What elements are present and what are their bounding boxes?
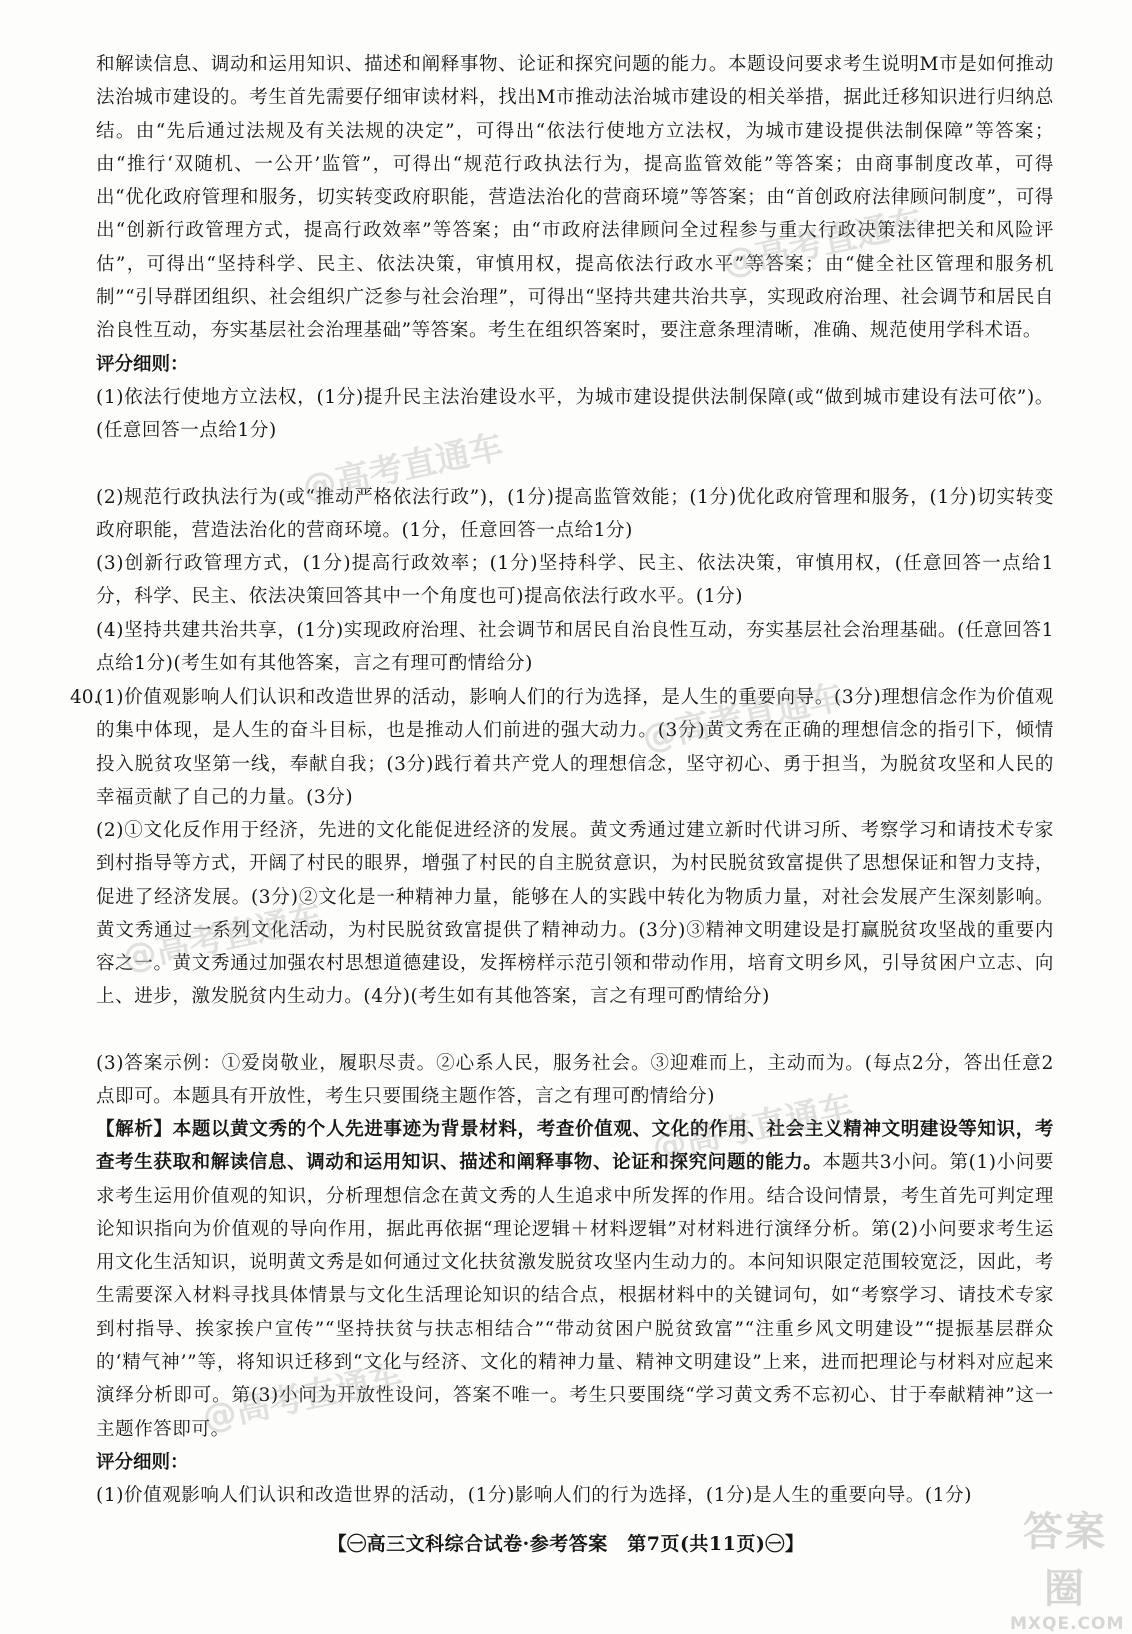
scoring-rule-2: (2)规范行政执法行为(或“推动严格依法行政”)，(1分)提高监管效能；(1分)优化政府管理和服务，(1分)切实转变政府职能，营造法治化的营商环境。(1分，任意回答一点给1分) bbox=[96, 487, 1054, 542]
watermark: @高考直通车 bbox=[648, 1087, 857, 1169]
corner-logo-url: MXQE.COM bbox=[1010, 1614, 1125, 1634]
watermark: @高考直通车 bbox=[298, 427, 507, 509]
analysis-label: 【解析】 bbox=[96, 1119, 173, 1140]
intro-paragraph: 和解读信息、调动和运用知识、描述和阐释事物、论证和探究问题的能力。本题设问要求考生说明M市是如何推动法治城市建设的。考生首先需要仔细审读材料，找出M市推动法治城市建设的相关举措，据此迁移知识进行归纳总结。由“先后通过法规及有关法规的决定”，可得出“依法行使地方立法权，为城市建设提供法制保障”等答案；由“推行‘双随机、一公开’监管”，可得出“规范行政执法行为，提高监管效能”等答案；由商事制度改革，可得出“优化政府管理和服务，切实转变政府职能，营造法治化的营商环境”等答案；由“首创政府法律顾问制度”，可得出“创新行政管理方式，提高行政效率”等答案；由“市政府法律顾问全过程参与重大行政决策法律把关和风险评估”，可得出“坚持科学、民主、依法决策，审慎用权，提高依法行政水平”等答案；由“健全社区管理和服务机制”“引导群团组织、社会组织广泛参与社会治理”，可得出“坚持共建共治共享，实现政府治理、社会调节和居民自治良性互动，夯实基层社会治理基础”等答案。考生在组织答案时，要注意条理清晰，准确、规范使用学科术语。 bbox=[96, 54, 1054, 342]
analysis-paragraph bbox=[96, 1113, 1054, 1446]
q40-answer-2: (2)①文化反作用于经济，先进的文化能促进经济的发展。黄文秀通过建立新时代讲习所、考察学习和请技术专家到村指导等方式，开阔了村民的眼界，增强了村民的自主脱贫意识，为村民脱贫致富提供了思想保证和智力支持，促进了经济发展。(3分)②文化是一种精神力量，能够在人的实践中转化为物质力量，对社会发展产生深刻影响。黄文秀通过一系列文化活动，为村民脱贫致富提供了精神动力。(3分)③精神文明建设是打赢脱贫攻坚战的重要内容之一。黄文秀通过加强农村思想道德建设，发挥榜样示范引领和带动作用，培育文明乡风，引导贫困户立志、向上、进步，激发脱贫内生动力。(4分)(考生如有其他答案，言之有理可酌情给分) bbox=[96, 820, 1054, 1008]
page-footer: 【㊀高三文科综合试卷·参考答案 第7页(共11页)㊀】 bbox=[327, 1533, 805, 1555]
scoring-rules-heading: 评分细则： bbox=[96, 354, 189, 375]
scoring-rule-1: (1)依法行使地方立法权，(1分)提升民主法治建设水平，为城市建设提供法制保障(或“做到城市建设有法可依”)。(任意回答一点给1分) bbox=[96, 387, 1054, 442]
watermark: @高考直通车 bbox=[718, 202, 927, 284]
analysis-bold-text: 本题以黄文秀的个人先进事迹为背景材料，考查价值观、文化的作用、社会主义精神文明建设等知识，考查考生获取和解读信息、调动和运用知识、描述和阐释事物、论证和探究问题的能力。 bbox=[96, 1119, 1055, 1174]
question-40-number: 40. bbox=[70, 687, 100, 708]
q40-answer-3: (3)答案示例：①爱岗敬业，履职尽责。②心系人民，服务社会。③迎难而上，主动而为。(每点2分，答出任意2点即可。本题具有开放性，考生只要围绕主题作答，言之有理可酌情给分) bbox=[96, 1053, 1054, 1108]
corner-logo-text: 答案圈 bbox=[1023, 1509, 1107, 1612]
q40-answer-1: (1)价值观影响人们认识和改造世界的活动，影响人们的行为选择，是人生的重要向导。(3分)理想信念作为价值观的集中体现，是人生的奋斗目标，也是推动人们前进的强大动力。(3分)黄文秀在正确的理想信念的指引下，倾情投入脱贫攻坚第一线，奉献自我；(3分)践行着共产党人的理想信念，坚守初心、勇于担当，为脱贫攻坚和人民的幸福贡献了自己的力量。(3分) bbox=[96, 687, 1054, 808]
watermark: @高考直通车 bbox=[638, 677, 847, 759]
watermark: @高考直通车 bbox=[198, 1357, 407, 1439]
scoring-rule-3: (3)创新行政管理方式，(1分)提高行政效率；(1分)坚持科学、民主、依法决策，审慎用权，(任意回答一点给1分，科学、民主、依法决策回答其中一个角度也可)提高依法行政水平。(1分) bbox=[96, 553, 1054, 608]
scoring-rule-4: (4)坚持共建共治共享，(1分)实现政府治理、社会调节和居民自治良性互动，夯实基层社会治理基础。(任意回答1点给1分)(考生如有其他答案，言之有理可酌情给分) bbox=[96, 620, 1054, 675]
analysis-text: 本题共3小问。第(1)小问要求考生运用价值观的知识，分析理想信念在黄文秀的人生追求中所发挥的作用。结合设问情景，考生首先可判定理论知识指向为价值观的导向作用，据此再依据“理论逻辑＋材料逻辑”对材料进行演绎分析。第(2)小问要求考生运用文化生活知识，说明黄文秀是如何通过文化扶贫激发脱贫攻坚内生动力的。本问知识限定范围较宽泛，因此，考生需要深入材料寻找具体情景与文化生活理论知识的结合点，根据材料中的关键词句，如“考察学习、请技术专家到村指导、挨家挨户宣传”“坚持扶贫与扶志相结合”“带动贫困户脱贫致富”“注重乡风文明建设”“提振基层群众的‘精气神’”等，将知识迁移到“文化与经济、文化的精神力量、精神文明建设”上来，进而把理论与材料对应起来演绎分析即可。第(3)小问为开放性设问，答案不唯一。考生只要围绕“学习黄文秀不忘初心、甘于奉献精神”这一主题作答即可。 bbox=[96, 1152, 1054, 1440]
scoring-rules-heading-2: 评分细则： bbox=[96, 1452, 189, 1473]
corner-logo bbox=[1010, 1500, 1125, 1634]
scoring-rule-last: (1)价值观影响人们认识和改造世界的活动，(1分)影响人们的行为选择，(1分)是人生的重要向导。(1分) bbox=[96, 1485, 973, 1506]
watermark: @高考直通车 bbox=[118, 897, 327, 979]
